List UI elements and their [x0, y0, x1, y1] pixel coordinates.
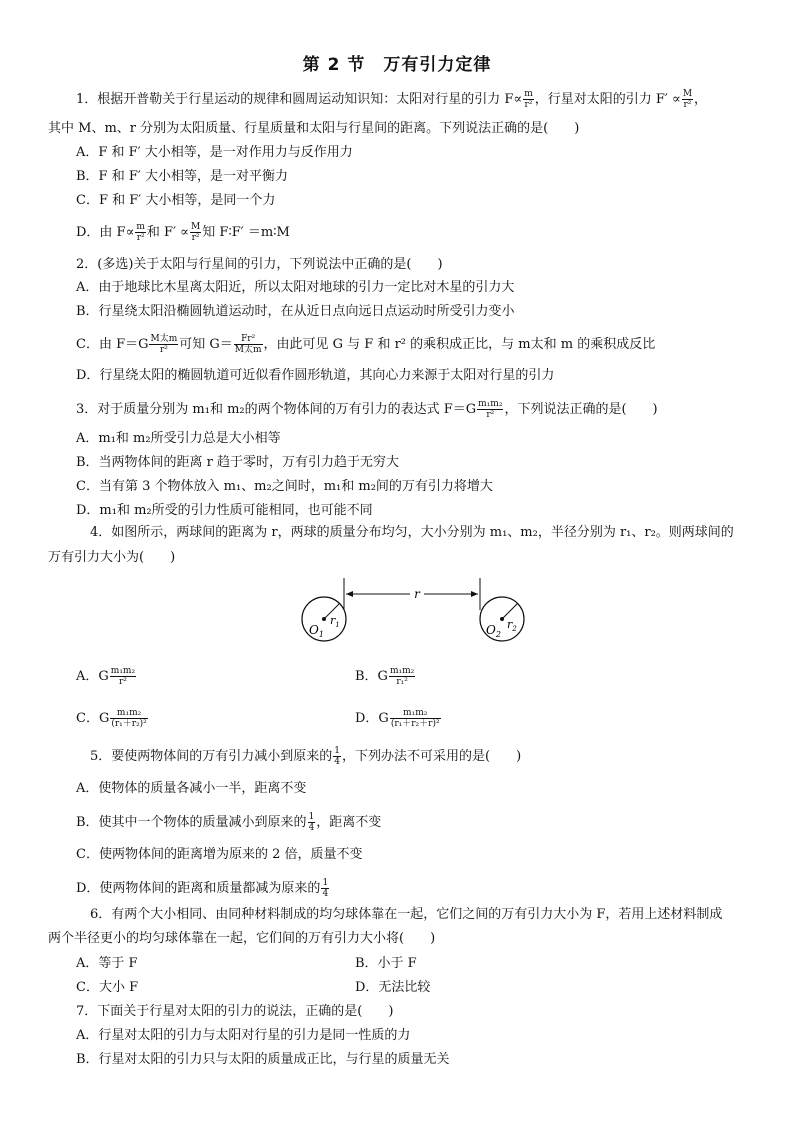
q2-option-c-fraction-1: $\frac{\text{M太m}}{\text{r²}}$ — [150, 334, 178, 355]
page-title: 第 2 节 万有引力定律 — [302, 55, 492, 75]
q4-option-b-fraction: $\frac{\text{m₁m₂}}{\text{r₁²}}$ — [389, 666, 415, 687]
q5-stem-text-b: ，下列办法不可采用的是( ) — [342, 749, 522, 764]
q5-stem-fraction: $\frac{1}{4}$ — [334, 746, 341, 767]
q1-stem-line2: 其中 M、m、r 分别为太阳质量、行星质量和太阳与行星间的距离。下列说法正确的是( ) — [48, 121, 580, 136]
q4-option-a-fraction: $\frac{\text{m₁m₂}}{\text{r²}}$ — [110, 666, 136, 687]
q3-option-b: B．当两物体间的距离 r 趋于零时，万有引力趋于无穷大 — [76, 455, 400, 470]
q3-stem-text-b: ，下列说法正确的是( ) — [504, 402, 658, 417]
q1-option-d-text-c: 知 F∶F′ ＝m∶M — [202, 225, 290, 240]
q1-stem-text-b: ，行星对太阳的引力 F′ ∝ — [534, 92, 681, 107]
sphere-2-radius — [502, 603, 518, 619]
q6-option-a: A．等于 F — [76, 956, 138, 971]
q4-option-d-fraction: $\frac{\text{m₁m₂}}{\text{(r₁＋r₂＋r)²}}$ — [390, 708, 440, 729]
q5-stem-text-a: 5．要使两物体间的万有引力减小到原来的 — [90, 749, 333, 764]
q6-option-c: C．大小 F — [76, 980, 139, 995]
q2-option-c-fraction-2: $\frac{\text{Fr²}}{\text{M太m}}$ — [234, 334, 262, 355]
arrow-left-icon — [346, 591, 353, 597]
q1-option-d-text-b: 和 F′ ∝ — [146, 225, 189, 240]
q1-option-c: C．F 和 F′ 大小相等，是同一个力 — [76, 193, 276, 208]
q4-option-a — [76, 666, 137, 687]
q7-option-b: B．行星对太阳的引力只与太阳的质量成正比，与行星的质量无关 — [76, 1052, 450, 1067]
q1-option-d-fraction-1: $\frac{m}{\text{r²}}$ — [136, 222, 145, 243]
q3-option-d: D．m₁和 m₂所受的引力性质可能相同，也可能不同 — [76, 503, 373, 518]
q1-stem-line1 — [76, 89, 707, 110]
q4-option-b-label: B．G — [355, 669, 388, 684]
q5-option-b — [76, 812, 381, 833]
q3-stem-text-a: 3．对于质量分别为 m₁和 m₂的两个物体间的万有引力的表达式 F＝G — [76, 402, 477, 417]
q1-fraction-m-over-r2: $\frac{m}{\text{r²}}$ — [524, 89, 533, 110]
q5-option-b-fraction: $\frac{1}{4}$ — [308, 812, 315, 833]
q1-stem-text-c: ， — [694, 92, 708, 107]
q6-option-b: B．小于 F — [355, 956, 417, 971]
q4-option-c-label: C．G — [76, 711, 110, 726]
q5-option-b-text-b: ，距离不变 — [316, 815, 382, 830]
sphere-1-center-label: $O_1$ — [309, 623, 324, 639]
q4-stem-line1: 4．如图所示，两球间的距离为 r，两球的质量分布均匀，大小分别为 m₁、m₂，半径分别为 r₁、r₂。则两球间的 — [90, 525, 734, 540]
q2-option-c-text-b: 可知 G＝ — [179, 337, 233, 352]
q1-stem-text-a: 1．根据开普勒关于行星运动的规律和圆周运动知识知：太阳对行星的引力 F∝ — [76, 92, 523, 107]
q2-option-a: A．由于地球比木星离太阳近，所以太阳对地球的引力一定比对木星的引力大 — [76, 280, 515, 295]
q1-fraction-M-over-r2: $\frac{M}{\text{r²}}$ — [682, 89, 693, 110]
q4-option-a-label: A．G — [76, 669, 109, 684]
q1-option-b: B．F 和 F′ 大小相等，是一对平衡力 — [76, 169, 288, 184]
q5-option-c: C．使两物体间的距离增为原来的 2 倍，质量不变 — [76, 847, 363, 862]
q6-option-d: D．无法比较 — [355, 980, 431, 995]
q4-stem-line2: 万有引力大小为( ) — [48, 550, 176, 565]
q6-stem-line1: 6．有两个大小相同、由同种材料制成的均匀球体靠在一起，它们之间的万有引力大小为 F，若用上述材料制成 — [90, 907, 723, 922]
q5-option-b-text-a: B．使其中一个物体的质量减小到原来的 — [76, 815, 307, 830]
q3-stem — [76, 399, 658, 420]
two-spheres-figure — [290, 574, 540, 646]
sphere-2-center-label: $O_2$ — [486, 623, 501, 639]
q5-stem — [90, 746, 521, 767]
q1-option-d-fraction-2: $\frac{M}{\text{r²}}$ — [190, 222, 201, 243]
q5-option-d-fraction: $\frac{1}{4}$ — [322, 878, 329, 899]
arrow-right-icon — [471, 591, 478, 597]
q3-option-a: A．m₁和 m₂所受引力总是大小相等 — [76, 431, 281, 446]
sphere-1-radius-label: $r_1$ — [330, 614, 340, 629]
q4-option-d-label: D．G — [355, 711, 389, 726]
q4-option-b — [355, 666, 416, 687]
q3-stem-fraction: $\frac{\text{m₁m₂}}{\text{r²}}$ — [478, 399, 503, 420]
sphere-2-radius-label: $r_2$ — [507, 618, 517, 633]
q4-option-c-fraction: $\frac{\text{m₁m₂}}{\text{(r₁＋r₂)²}}$ — [111, 708, 147, 729]
q5-option-d — [76, 878, 330, 899]
q1-option-d — [76, 222, 290, 243]
q2-option-c-text-c: ，由此可见 G 与 F 和 r² 的乘积成正比，与 m太和 m 的乘积成反比 — [263, 337, 656, 352]
q4-option-d — [355, 708, 442, 729]
q4-option-c — [76, 708, 149, 729]
q7-stem: 7．下面关于行星对太阳的引力的说法，正确的是( ) — [76, 1004, 394, 1019]
q5-option-d-text: D．使两物体间的距离和质量都减为原来的 — [76, 881, 321, 896]
q2-stem: 2．(多选)关于太阳与行星间的引力，下列说法中正确的是( ) — [76, 257, 443, 272]
q2-option-d: D．行星绕太阳的椭圆轨道可近似看作圆形轨道，其向心力来源于太阳对行星的引力 — [76, 368, 555, 383]
q6-stem-line2: 两个半径更小的均匀球体靠在一起，它们间的万有引力大小将( ) — [48, 931, 436, 946]
q7-option-a: A．行星对太阳的引力与太阳对行星的引力是同一性质的力 — [76, 1028, 411, 1043]
q2-option-b: B．行星绕太阳沿椭圆轨道运动时，在从近日点向远日点运动时所受引力变小 — [76, 304, 515, 319]
q2-option-c — [76, 334, 655, 355]
q5-option-a: A．使物体的质量各减小一半，距离不变 — [76, 781, 307, 796]
q2-option-c-text-a: C．由 F＝G — [76, 337, 149, 352]
distance-label: r — [414, 587, 420, 601]
q1-option-a: A．F 和 F′ 大小相等，是一对作用力与反作用力 — [76, 145, 353, 160]
q1-option-d-text-a: D．由 F∝ — [76, 225, 135, 240]
q3-option-c: C．当有第 3 个物体放入 m₁、m₂之间时，m₁和 m₂间的万有引力将增大 — [76, 479, 493, 494]
